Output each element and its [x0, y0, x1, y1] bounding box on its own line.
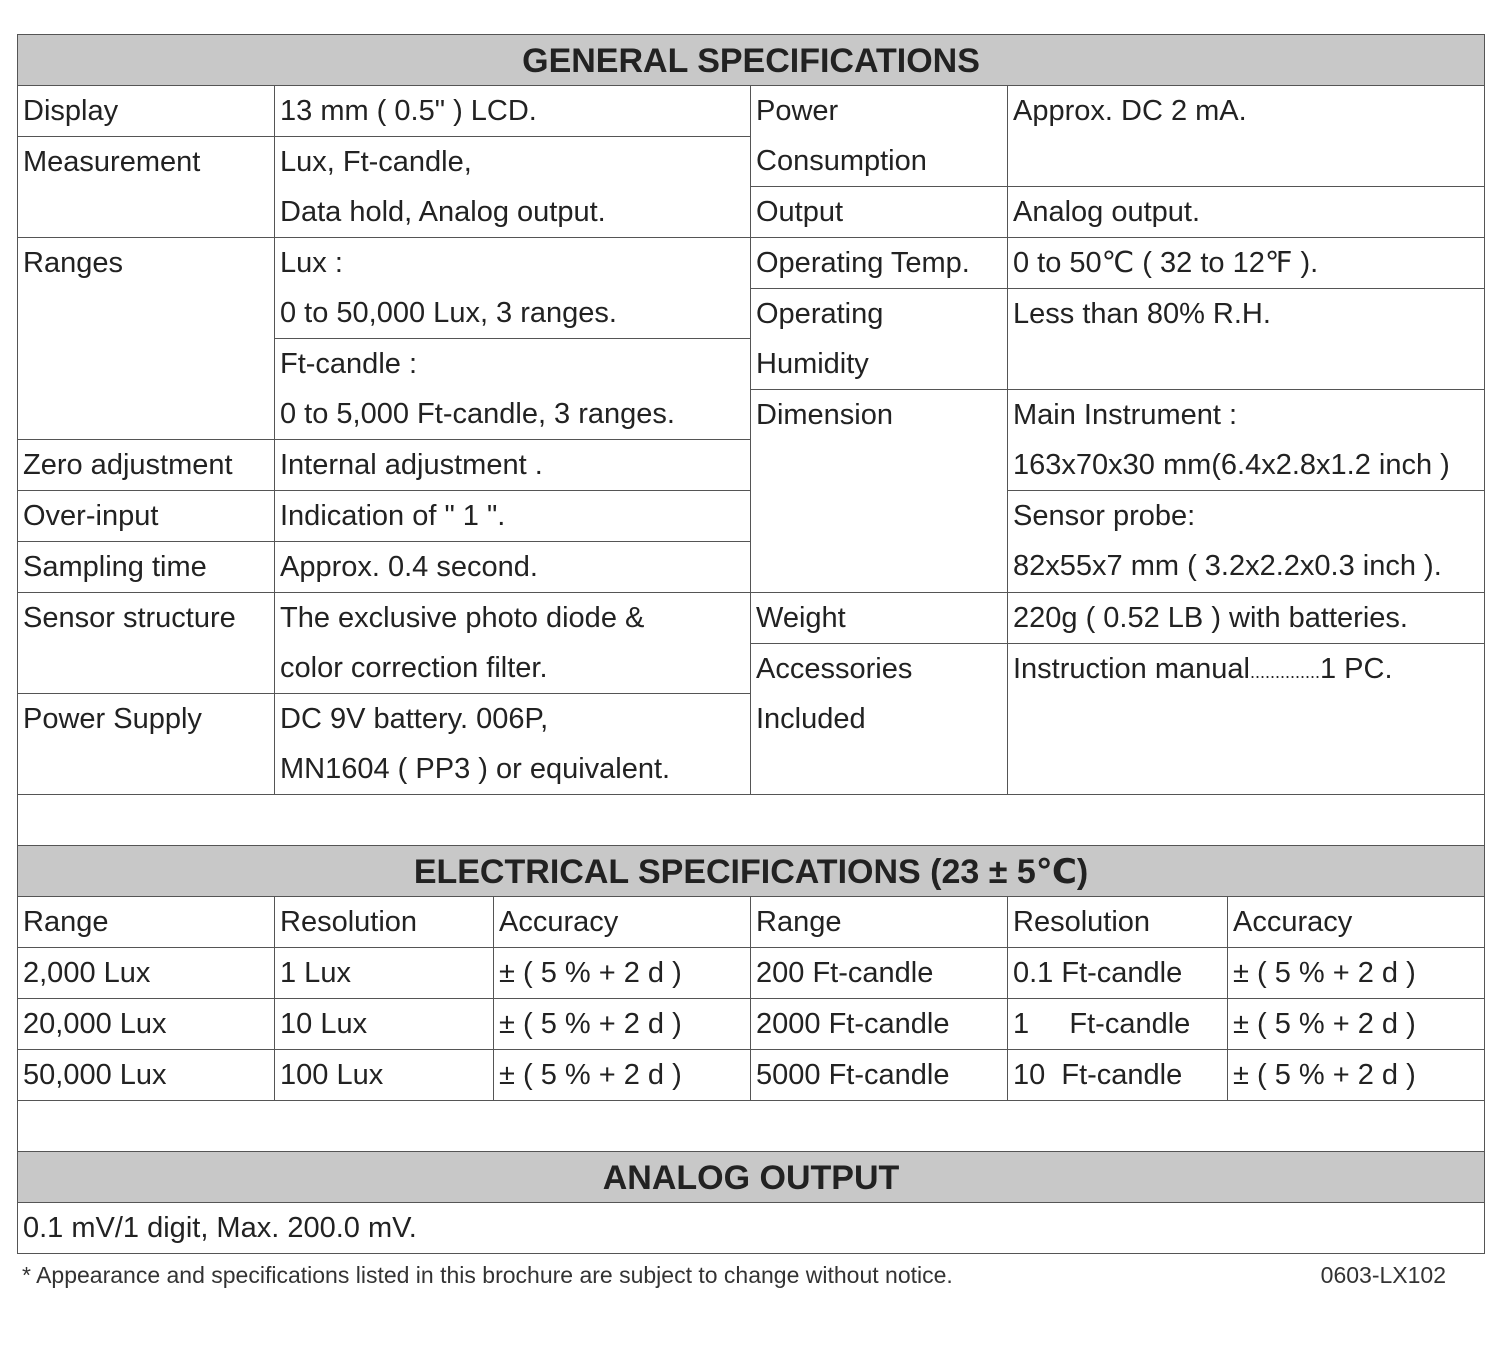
sensor-structure-value-2: color correction filter.: [280, 652, 548, 684]
power-consumption-value: Approx. DC 2 mA.: [1008, 86, 1485, 187]
cell-accuracy-lux: ± ( 5 % + 2 d ): [494, 999, 751, 1050]
cell-resolution-ft: 0.1 Ft-candle: [1008, 948, 1228, 999]
op-humidity-label-1: Operating: [756, 298, 884, 330]
cell-resolution-lux: 100 Lux: [275, 1050, 494, 1101]
weight-label: Weight: [751, 593, 1008, 644]
op-humidity-value: Less than 80% R.H.: [1008, 289, 1485, 390]
ranges-ft-1: Ft-candle :: [280, 348, 417, 380]
dimension-main-1: Main Instrument :: [1013, 399, 1238, 431]
sampling-time-label: Sampling time: [18, 542, 275, 593]
cell-resolution-lux: 1 Lux: [275, 948, 494, 999]
ranges-lux-2: 0 to 50,000 Lux, 3 ranges.: [280, 297, 617, 329]
accessories-value: [1008, 644, 1485, 795]
power-supply-label: Power Supply: [18, 694, 275, 795]
cell-accuracy-ft: ± ( 5 % + 2 d ): [1228, 1050, 1485, 1101]
footer-note: * Appearance and specifications listed in this brochure are subject to change without notice.: [22, 1262, 953, 1288]
col-header-resolution-lux: Resolution: [275, 897, 494, 948]
cell-range-lux: 2,000 Lux: [18, 948, 275, 999]
measurement-value: [275, 137, 751, 238]
accessories-label: [751, 644, 1008, 795]
accessories-qty: 1 PC.: [1319, 653, 1393, 685]
output-label: Output: [751, 187, 1008, 238]
power-supply-value-1: DC 9V battery. 006P,: [280, 703, 549, 735]
cell-range-ft: 2000 Ft-candle: [751, 999, 1008, 1050]
electrical-header-row: [18, 897, 1485, 948]
dimension-probe-2: 82x55x7 mm ( 3.2x2.2x0.3 inch ).: [1013, 550, 1442, 582]
col-header-accuracy-ft: Accuracy: [1228, 897, 1485, 948]
col-header-range-lux: Range: [18, 897, 275, 948]
accessories-label-1: Accessories: [756, 653, 913, 685]
zero-adjustment-label: Zero adjustment: [18, 440, 275, 491]
analog-output-value: 0.1 mV/1 digit, Max. 200.0 mV.: [18, 1203, 1485, 1254]
cell-resolution-lux: 10 Lux: [275, 999, 494, 1050]
sampling-time-value: Approx. 0.4 second.: [275, 542, 751, 593]
op-temp-label: Operating Temp.: [751, 238, 1008, 289]
table-row: [18, 1050, 1485, 1101]
cell-range-ft: 5000 Ft-candle: [751, 1050, 1008, 1101]
cell-resolution-ft: 1 Ft-candle: [1008, 999, 1228, 1050]
spec-table: [17, 34, 1485, 1254]
ranges-lux-1: Lux :: [280, 247, 343, 279]
power-consumption-label-1: Power: [756, 95, 839, 127]
display-value: 13 mm ( 0.5" ) LCD.: [275, 86, 751, 137]
footer-code: 0603-LX102: [1320, 1262, 1446, 1288]
spec-sheet: [17, 34, 1484, 1254]
ranges-ft: [275, 339, 751, 440]
general-spec-title: GENERAL SPECIFICATIONS: [18, 35, 1485, 86]
power-consumption-label-2: Consumption: [756, 145, 927, 177]
table-row: [18, 948, 1485, 999]
dimension-probe-1: Sensor probe:: [1013, 500, 1196, 532]
col-header-range-ft: Range: [751, 897, 1008, 948]
weight-value: 220g ( 0.52 LB ) with batteries.: [1008, 593, 1485, 644]
accessories-item: Instruction manual: [1013, 653, 1250, 685]
op-humidity-label: [751, 289, 1008, 390]
electrical-spec-title: ELECTRICAL SPECIFICATIONS (23 ± 5℃): [18, 846, 1485, 897]
power-consumption-label: [751, 86, 1008, 187]
ranges-label: Ranges: [18, 238, 275, 440]
cell-range-lux: 20,000 Lux: [18, 999, 275, 1050]
cell-accuracy-ft: ± ( 5 % + 2 d ): [1228, 999, 1485, 1050]
op-temp-value: 0 to 50℃ ( 32 to 12℉ ).: [1008, 238, 1485, 289]
sensor-structure-label: Sensor structure: [18, 593, 275, 694]
accessories-dots: ..............: [1249, 662, 1320, 682]
cell-resolution-ft: 10 Ft-candle: [1008, 1050, 1228, 1101]
op-humidity-label-2: Humidity: [756, 348, 869, 380]
power-supply-value: [275, 694, 751, 795]
ranges-ft-2: 0 to 5,000 Ft-candle, 3 ranges.: [280, 398, 675, 430]
cell-range-ft: 200 Ft-candle: [751, 948, 1008, 999]
dimension-main: [1008, 390, 1485, 491]
over-input-value: Indication of " 1 ".: [275, 491, 751, 542]
spacer-row: [18, 1101, 1485, 1152]
dimension-label: Dimension: [751, 390, 1008, 593]
power-supply-value-2: MN1604 ( PP3 ) or equivalent.: [280, 753, 671, 785]
col-header-accuracy-lux: Accuracy: [494, 897, 751, 948]
zero-adjustment-value: Internal adjustment .: [275, 440, 751, 491]
accessories-label-2: Included: [756, 703, 866, 735]
sensor-structure-value: [275, 593, 751, 694]
ranges-lux: [275, 238, 751, 339]
dimension-probe: [1008, 491, 1485, 593]
cell-accuracy-lux: ± ( 5 % + 2 d ): [494, 948, 751, 999]
table-row: [18, 999, 1485, 1050]
dimension-main-2: 163x70x30 mm(6.4x2.8x1.2 inch ): [1013, 449, 1450, 481]
measurement-label: Measurement: [18, 137, 275, 238]
analog-output-title: ANALOG OUTPUT: [18, 1152, 1485, 1203]
col-header-resolution-ft: Resolution: [1008, 897, 1228, 948]
measurement-value-1: Lux, Ft-candle,: [280, 146, 472, 178]
display-label: Display: [18, 86, 275, 137]
spacer-row: [18, 795, 1485, 846]
cell-accuracy-ft: ± ( 5 % + 2 d ): [1228, 948, 1485, 999]
measurement-value-2: Data hold, Analog output.: [280, 196, 606, 228]
over-input-label: Over-input: [18, 491, 275, 542]
output-value: Analog output.: [1008, 187, 1485, 238]
sensor-structure-value-1: The exclusive photo diode &: [280, 602, 645, 634]
cell-accuracy-lux: ± ( 5 % + 2 d ): [494, 1050, 751, 1101]
cell-range-lux: 50,000 Lux: [18, 1050, 275, 1101]
